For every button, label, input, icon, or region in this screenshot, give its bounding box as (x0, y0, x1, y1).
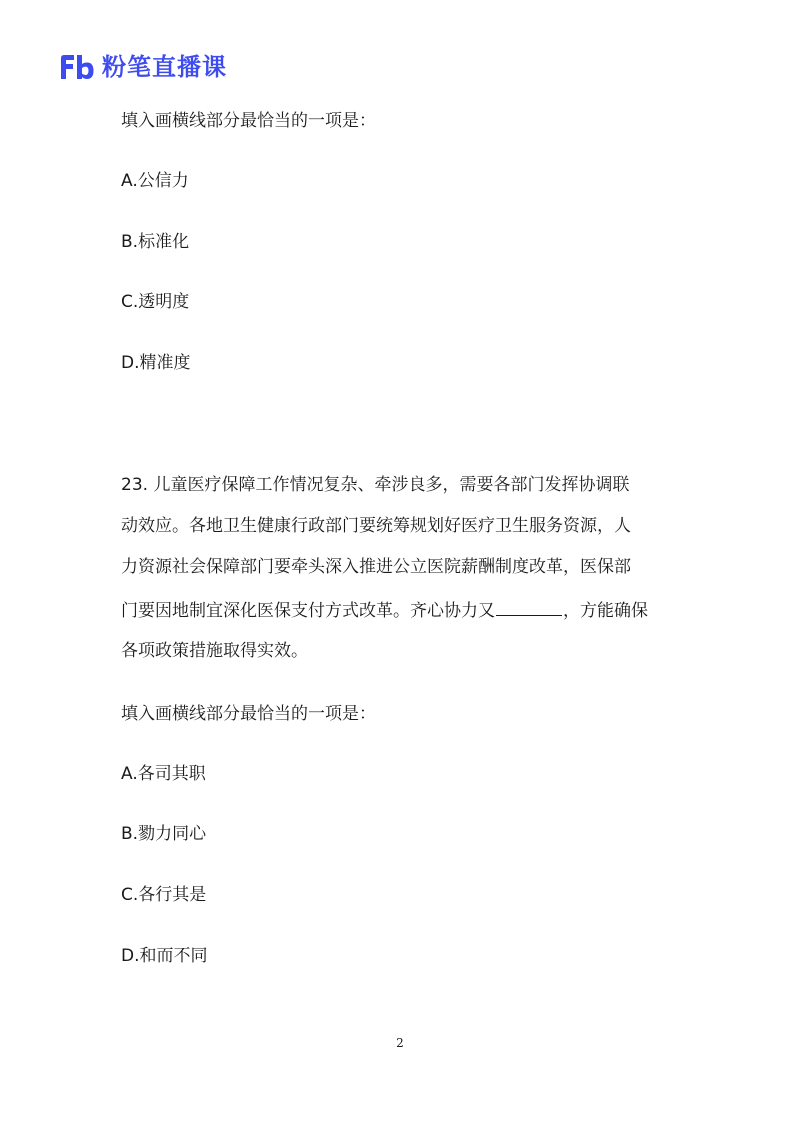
q23-option-a: A.各司其职 (121, 764, 206, 784)
page-number: 2 (396, 1036, 404, 1050)
q23-option-b: B.勠力同心 (121, 824, 207, 844)
header-brand (58, 50, 227, 84)
q23-stem-line-5: 各项政策措施取得实效。 (121, 641, 308, 661)
brand-name: 粉笔直播课 (102, 53, 227, 81)
q23-stem-line-4 (121, 597, 648, 623)
q23-stem-line-1: 23. 儿童医疗保障工作情况复杂、牵涉良多，需要各部门发挥协调联 (121, 475, 630, 495)
q23-stem-line-3: 力资源社会保障部门要牵头深入推进公立医院薪酬制度改革，医保部 (121, 557, 631, 577)
q22-option-c: C.透明度 (121, 292, 190, 312)
q22-option-d: D.精准度 (121, 353, 191, 373)
q23-option-c: C.各行其是 (121, 885, 207, 905)
q23-option-d: D.和而不同 (121, 946, 208, 966)
q23-stem-line-2: 动效应。各地卫生健康行政部门要统筹规划好医疗卫生服务资源，人 (121, 516, 631, 536)
q23-stem-line-4-before: 门要因地制宜深化医保支付方式改革。齐心协力又 (121, 601, 495, 621)
answer-blank (496, 597, 562, 616)
q23-stem-line-4-after: ，方能确保 (563, 601, 648, 621)
q23-prompt: 填入画横线部分最恰当的一项是： (121, 704, 376, 724)
q22-option-a: A.公信力 (121, 171, 189, 191)
q22-prompt: 填入画横线部分最恰当的一项是： (121, 111, 376, 131)
fb-logo-icon (58, 53, 96, 81)
q22-option-b: B.标准化 (121, 232, 190, 252)
